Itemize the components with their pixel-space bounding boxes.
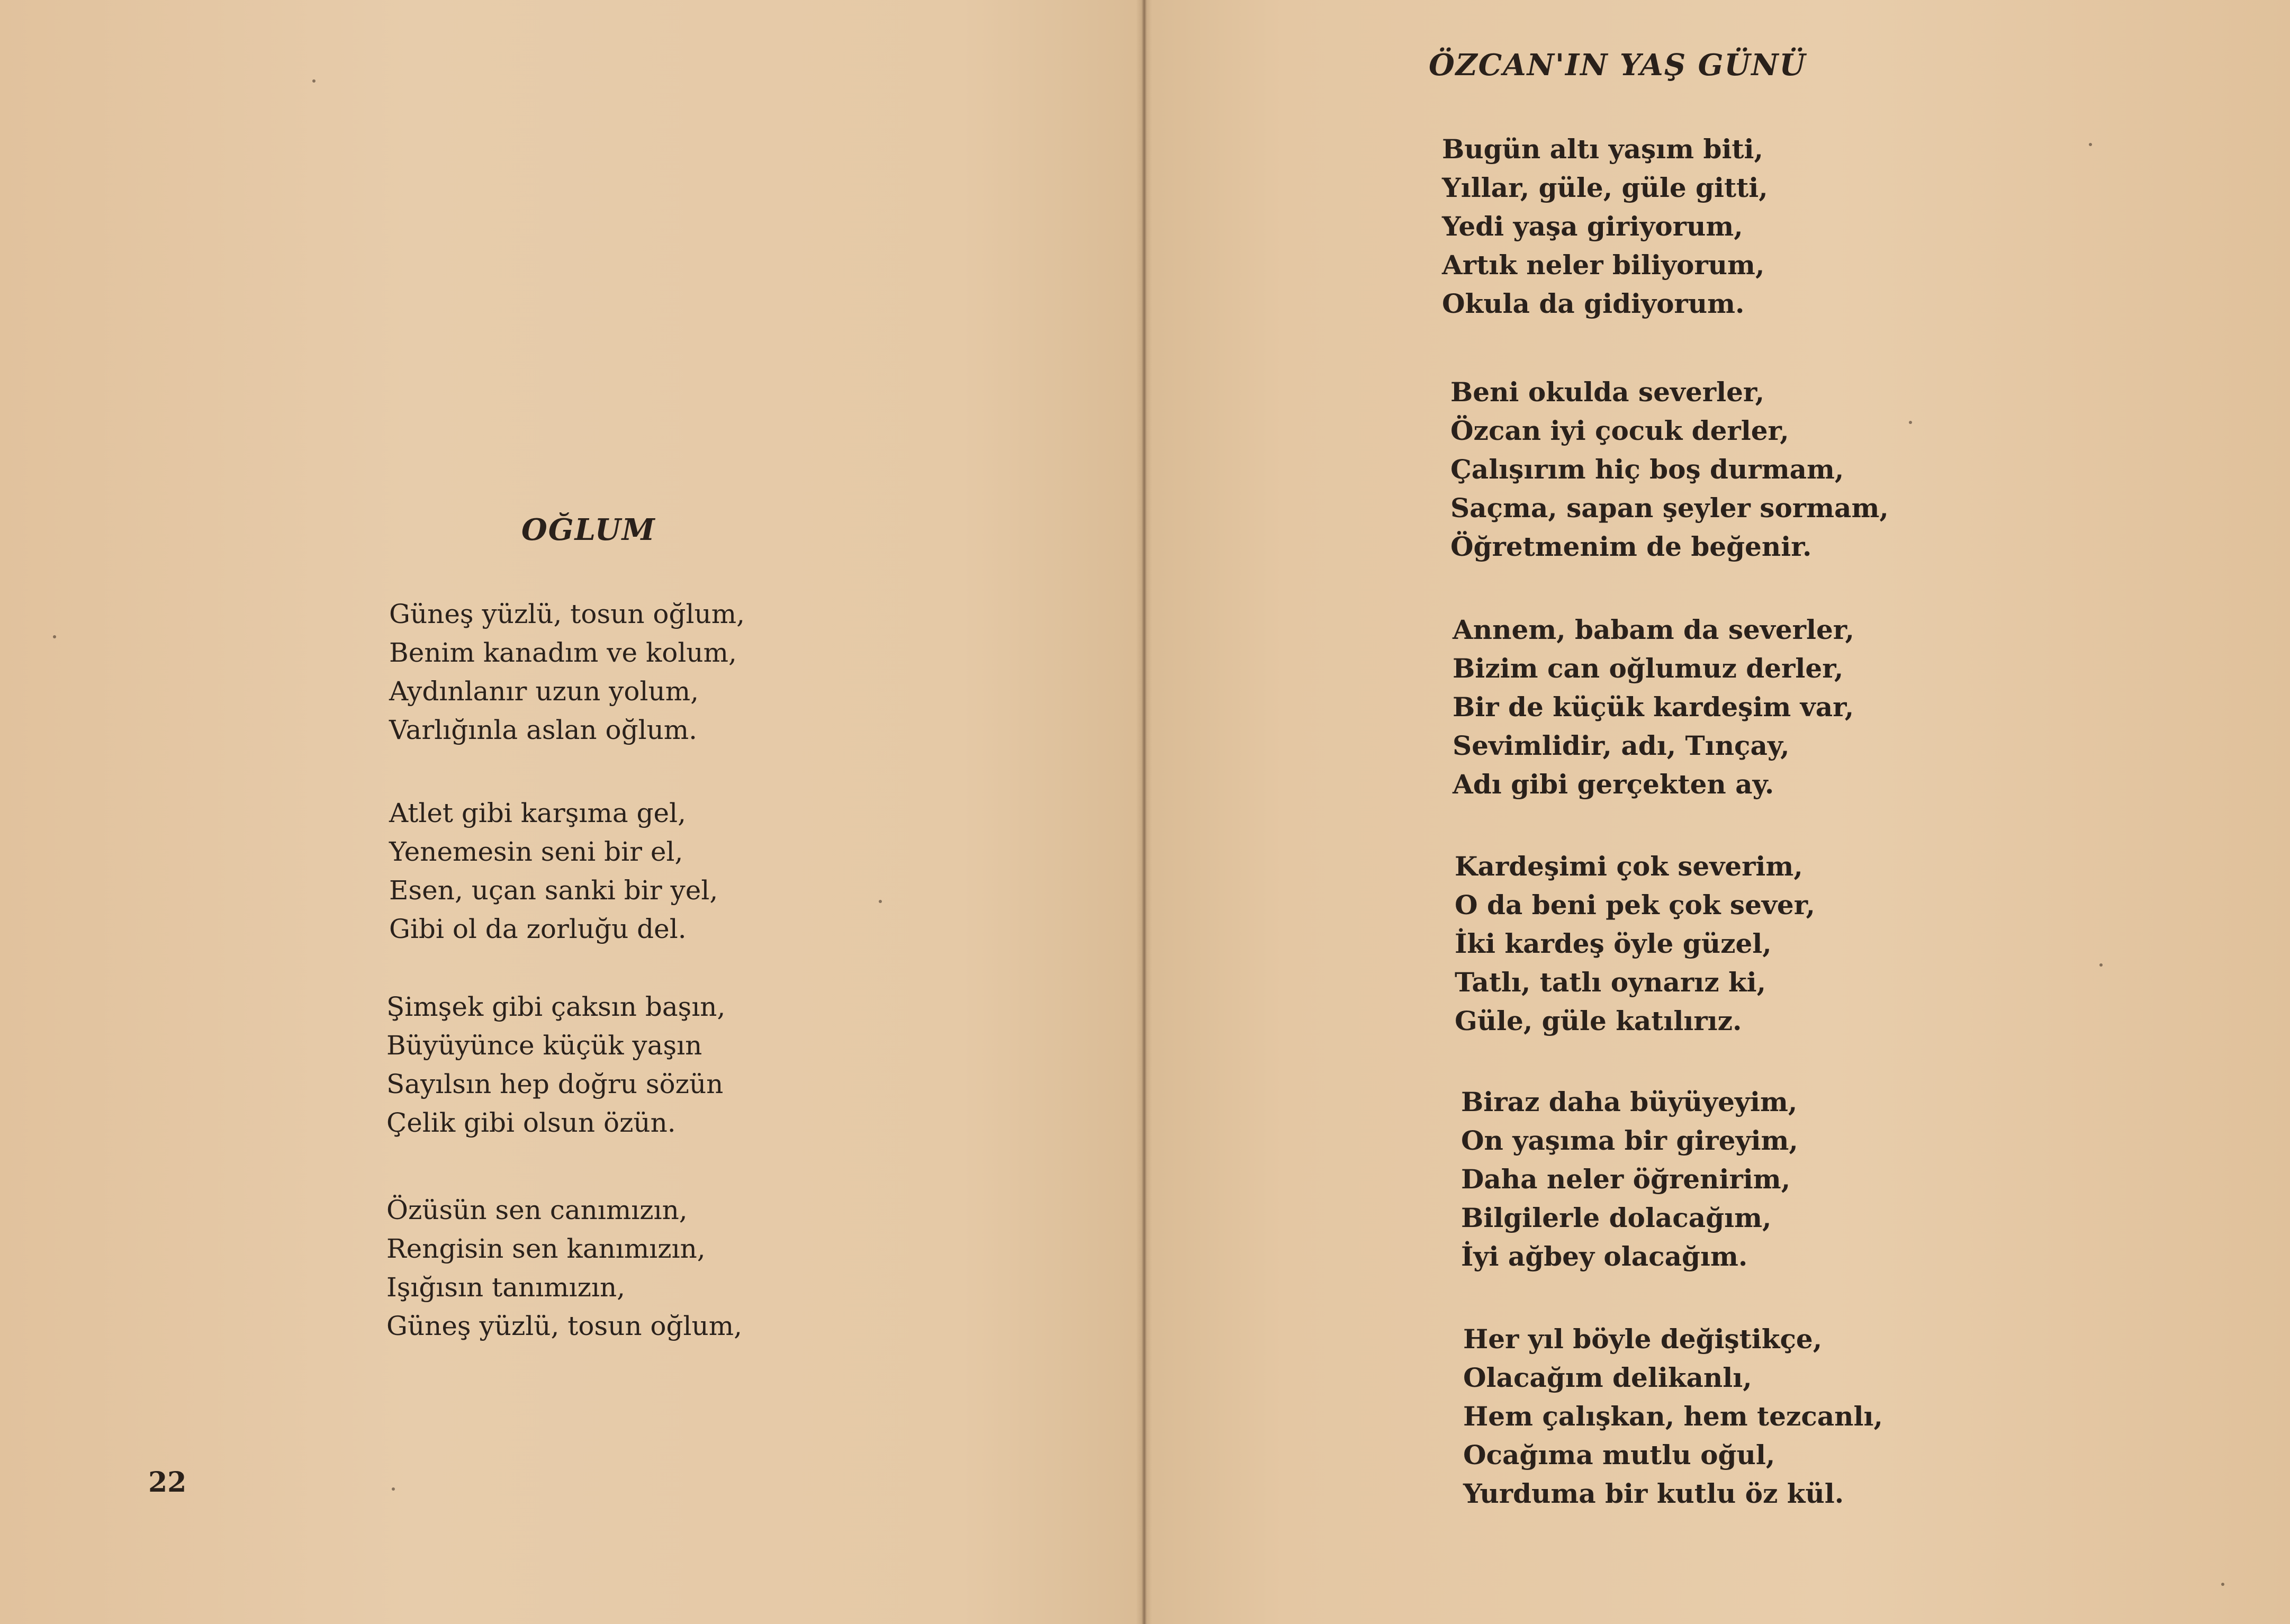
paper-speck <box>879 900 882 903</box>
poem-line: Olacağım delikanlı, <box>1463 1362 1752 1393</box>
paper-speck <box>392 1487 395 1491</box>
poem-line: Işığısın tanımızın, <box>386 1272 626 1303</box>
paper-speck <box>2089 143 2092 146</box>
poem-line: Biraz daha büyüyeyim, <box>1461 1086 1798 1117</box>
poem-line: Artık neler biliyorum, <box>1442 249 1765 281</box>
poem-line: Esen, uçan sanki bir yel, <box>389 875 718 906</box>
poem-line: Annem, babam da severler, <box>1453 614 1854 645</box>
poem-line: Aydınlanır uzun yolum, <box>389 676 699 707</box>
poem-line: Öğretmenim de beğenir. <box>1450 531 1812 562</box>
poem-line: Çelik gibi olsun özün. <box>386 1107 676 1138</box>
left-stanza-2 <box>389 794 718 949</box>
poem-line: Varlığınla aslan oğlum. <box>389 715 698 745</box>
poem-line: Güneş yüzlü, tosun oğlum, <box>386 1311 743 1341</box>
right-stanza-3 <box>1453 610 1854 804</box>
poem-line: Hem çalışkan, hem tezcanlı, <box>1463 1401 1883 1432</box>
poem-line: Benim kanadım ve kolum, <box>389 637 737 668</box>
poem-line: Yıllar, güle, güle gitti, <box>1442 172 1768 203</box>
paper-speck <box>53 635 56 638</box>
poem-line: Bilgilerle dolacağım, <box>1461 1202 1772 1233</box>
poem-line: Yurduma bir kutlu öz kül. <box>1463 1478 1844 1509</box>
poem-line: O da beni pek çok sever, <box>1455 889 1815 921</box>
poem-line: Özüsün sen canımızın, <box>386 1195 688 1225</box>
poem-line: Bizim can oğlumuz derler, <box>1453 653 1844 684</box>
right-poem-title: ÖZCAN'IN YAŞ GÜNÜ <box>1429 48 1807 83</box>
poem-line: Ocağıma mutlu oğul, <box>1463 1439 1775 1470</box>
poem-line: Güle, güle katılırız. <box>1455 1005 1742 1036</box>
poem-line: Saçma, sapan şeyler sormam, <box>1450 492 1889 524</box>
right-stanza-1 <box>1442 130 1768 323</box>
poem-line: Beni okulda severler, <box>1450 376 1765 408</box>
left-stanza-4 <box>386 1191 742 1346</box>
poem-line: Bugün altı yaşım biti, <box>1442 133 1763 165</box>
poem-line: İki kardeş öyle güzel, <box>1455 928 1772 959</box>
poem-line: Özcan iyi çocuk derler, <box>1450 415 1789 446</box>
poem-line: Adı gibi gerçekten ay. <box>1453 769 1774 800</box>
poem-line: Büyüyünce küçük yaşın <box>386 1030 702 1061</box>
poem-line: Güneş yüzlü, tosun oğlum, <box>389 599 745 629</box>
right-stanza-4 <box>1455 847 1815 1040</box>
poem-line: Daha neler öğrenirim, <box>1461 1163 1791 1195</box>
paper-speck <box>1909 421 1912 424</box>
poem-line: On yaşıma bir gireyim, <box>1461 1125 1798 1156</box>
right-page <box>1147 0 2290 1624</box>
poem-line: Bir de küçük kardeşim var, <box>1453 691 1854 723</box>
right-stanza-5 <box>1461 1082 1798 1276</box>
right-stanza-6 <box>1463 1320 1883 1513</box>
right-stanza-2 <box>1450 373 1889 566</box>
poem-line: İyi ağbey olacağım. <box>1461 1241 1748 1272</box>
page-number: 22 <box>148 1466 187 1499</box>
poem-line: Yenemesin seni bir el, <box>389 836 683 867</box>
poem-line: Rengisin sen kanımızın, <box>386 1233 706 1264</box>
poem-line: Okula da gidiyorum. <box>1442 288 1745 319</box>
left-stanza-1 <box>389 595 745 750</box>
poem-line: Atlet gibi karşıma gel, <box>389 798 687 828</box>
paper-speck <box>2221 1583 2224 1586</box>
poem-line: Sevimlidir, adı, Tınçay, <box>1453 730 1790 761</box>
poem-line: Çalışırım hiç boş durmam, <box>1450 454 1844 485</box>
poem-line: Gibi ol da zorluğu del. <box>389 914 687 944</box>
poem-line: Tatlı, tatlı oynarız ki, <box>1455 967 1766 998</box>
paper-speck <box>2099 963 2103 967</box>
paper-speck <box>312 79 315 83</box>
poem-line: Sayılsın hep doğru sözün <box>386 1069 724 1099</box>
poem-line: Yedi yaşa giriyorum, <box>1442 211 1743 242</box>
left-stanza-3 <box>386 988 725 1142</box>
left-poem-title: OĞLUM <box>521 512 656 547</box>
poem-line: Şimşek gibi çaksın başın, <box>386 991 726 1022</box>
left-page <box>0 0 1143 1624</box>
poem-line: Her yıl böyle değiştikçe, <box>1463 1323 1823 1355</box>
poem-line: Kardeşimi çok severim, <box>1455 851 1803 882</box>
